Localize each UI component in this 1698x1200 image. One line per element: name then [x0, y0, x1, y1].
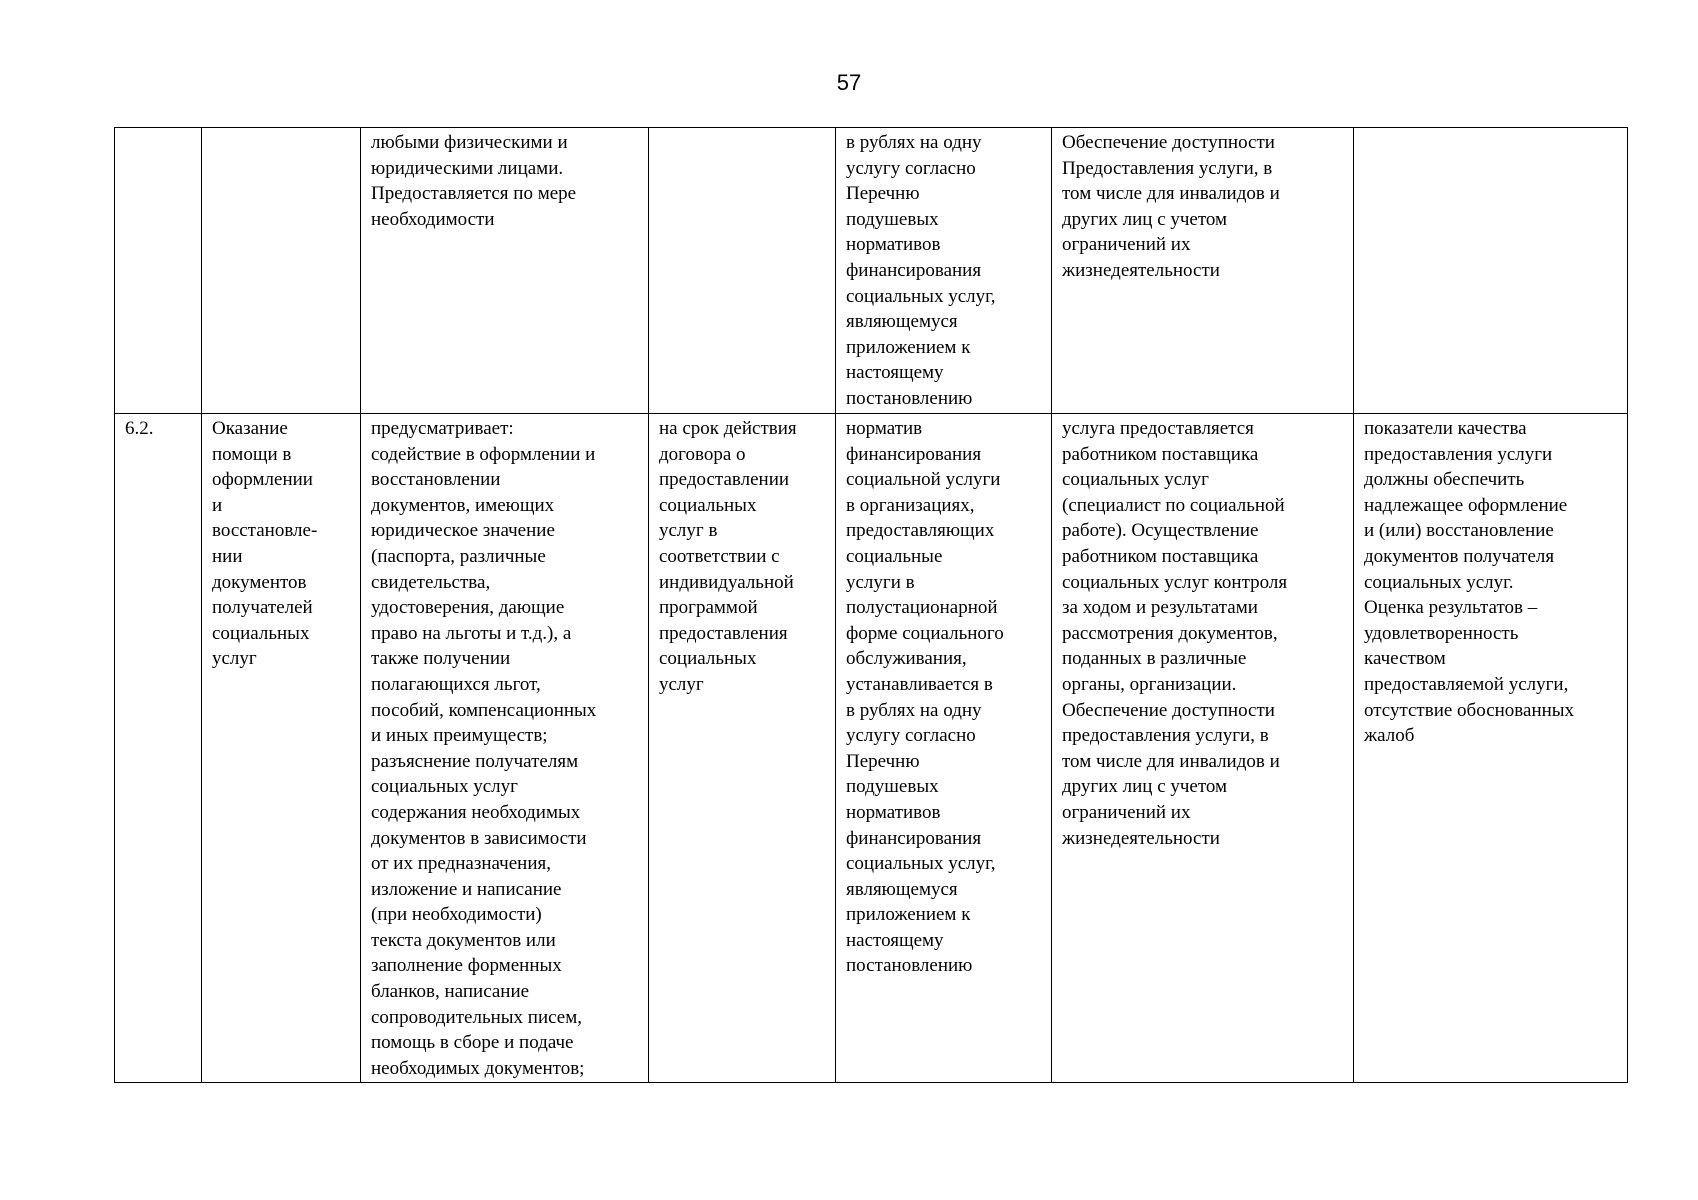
table-row [115, 128, 1628, 414]
cell-description: любыми физическими и юридическими лицами. Предоставляется по мере необходимости [361, 128, 649, 414]
services-table [114, 127, 1628, 1083]
cell-term [649, 128, 836, 414]
cell-cost: в рублях на одну услугу согласно Перечню подушевых нормативов финансирования социальных услуг, являющемуся приложением к настоящему постановлению [836, 128, 1052, 414]
cell-number: 6.2. [115, 414, 202, 1083]
cell-quality: показатели качества предоставления услуги должны обеспечить надлежащее оформление и (или) восстановление документов получателя социальных услуг. Оценка результатов – удовлетворенность качеством предоставляемой услуги, отсутствие обоснованных жалоб [1354, 414, 1628, 1083]
page-number: 57 [836, 70, 862, 95]
table-row [115, 414, 1628, 1083]
cell-service-name [202, 128, 361, 414]
cell-description: предусматривает: содействие в оформлении и восстановлении документов, имеющих юридическое значение (паспорта, различные свидетельства, удостоверения, дающие право на льготы и т.д.), а также получении полагающихся льгот, пособий, компенсационных и иных преимуществ; разъяснение получателям социальных услуг содержания необходимых документов в зависимости от их предназначения, изложение и написание (при необходимости) текста документов или заполнение форменных бланков, написание сопроводительных писем, помощь в сборе и подаче необходимых документов; [361, 414, 649, 1083]
cell-service-name: Оказание помощи в оформлении и восстановле- нии документов получателей социальных услуг [202, 414, 361, 1083]
cell-cost: норматив финансирования социальной услуги в организациях, предоставляющих социальные услуги в полустационарной форме социального обслуживания, устанавливается в в рублях на одну услугу согласно Перечню подушевых нормативов финансирования социальных услуг, являющемуся приложением к настоящему постановлению [836, 414, 1052, 1083]
cell-conditions: услуга предоставляется работником поставщика социальных услуг (специалист по социальной работе). Осуществление работником поставщика социальных услуг контроля за ходом и результатами рассмотрения документов, поданных в различные органы, организации. Обеспечение доступности предоставления услуги, в том числе для инвалидов и других лиц с учетом ограничений их жизнедеятельности [1052, 414, 1354, 1083]
cell-term: на срок действия договора о предоставлении социальных услуг в соответствии с индивидуальной программой предоставления социальных услуг [649, 414, 836, 1083]
cell-conditions: Обеспечение доступности Предоставления услуги, в том числе для инвалидов и других лиц с учетом ограничений их жизнедеятельности [1052, 128, 1354, 414]
cell-quality [1354, 128, 1628, 414]
cell-number [115, 128, 202, 414]
